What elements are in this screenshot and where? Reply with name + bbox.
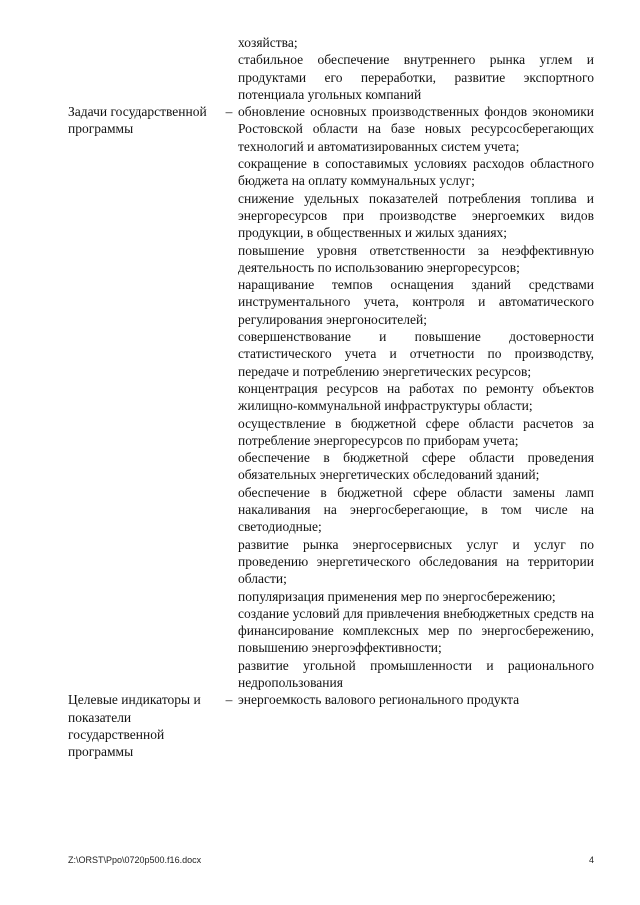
- task-paragraph: развитие угольной промышленности и рационального недропользования: [238, 657, 594, 690]
- task-paragraph: совершенствование и повышение достоверности статистического учета и отчетности по производству, передаче и потреблению энергетических ресурсов;: [238, 329, 594, 379]
- footer-file-path: Z:\ORST\Ppo\0720p500.f16.docx: [68, 855, 202, 865]
- task-paragraph: сокращение в сопоставимых условиях расходов областного бюджета на оплату коммунальных услуг;: [238, 156, 594, 189]
- row-text-indicators: [238, 691, 594, 708]
- task-paragraph: популяризация применения мер по энергосбережению;: [238, 588, 556, 604]
- page-number: 4: [588, 855, 594, 865]
- passport-table: [68, 34, 594, 760]
- row-indicators: [68, 691, 594, 760]
- task-paragraph: обновление основных производственных фондов экономики Ростовской области на базе новых ресурсосберегающих технологий и автоматизированных систем учета;: [238, 104, 594, 154]
- task-paragraph: повышение уровня ответственности за неэффективную деятельность по использованию энергоресурсов;: [238, 242, 594, 275]
- paragraph: стабильное обеспечение внутреннего рынка углем и продуктами его переработки, развитие экспортного потенциала угольных компаний: [238, 52, 594, 102]
- row-dash: –: [225, 692, 233, 708]
- row-label-indicators: Целевые индикаторы и показатели государственной программы: [68, 692, 201, 760]
- indicator-paragraph: энергоемкость валового регионального продукта: [238, 692, 520, 708]
- task-paragraph: снижение удельных показателей потребления топлива и энергоресурсов при производстве энергоемких видов продукции, в общественных и жилых зданиях;: [238, 190, 594, 241]
- task-paragraph: концентрация ресурсов на работах по ремонту объектов жилищно-коммунальной инфраструктуры области;: [238, 380, 594, 414]
- task-paragraph: обеспечение в бюджетной сфере области замены ламп накаливания на энергосберегающие, в том числе на светодиодные;: [238, 484, 594, 535]
- row-text-tasks: [238, 103, 594, 691]
- task-paragraph: осуществление в бюджетной сфере области расчетов за потребление энергоресурсов по приборам учета;: [238, 415, 594, 448]
- row-goals-continuation: [68, 34, 594, 103]
- task-paragraph: наращивание темпов оснащения зданий средствами инструментального учета, контроля и автоматического регулирования энергоносителей;: [238, 277, 594, 327]
- page-footer: [68, 855, 594, 865]
- row-dash: –: [225, 104, 233, 120]
- task-paragraph: развитие рынка энергосервисных услуг и услуг по проведению энергетического обследования на территории области;: [238, 536, 594, 587]
- row-text: [238, 34, 594, 103]
- row-label-tasks: Задачи государственной программы: [68, 104, 207, 137]
- row-tasks: [68, 103, 594, 691]
- paragraph: хозяйства;: [238, 35, 298, 50]
- task-paragraph: обеспечение в бюджетной сфере области проведения обязательных энергетических обследований зданий;: [238, 450, 594, 483]
- task-paragraph: создание условий для привлечения внебюджетных средств на финансирование комплексных мер по энергосбережению, повышению энергоэффективности;: [238, 605, 594, 656]
